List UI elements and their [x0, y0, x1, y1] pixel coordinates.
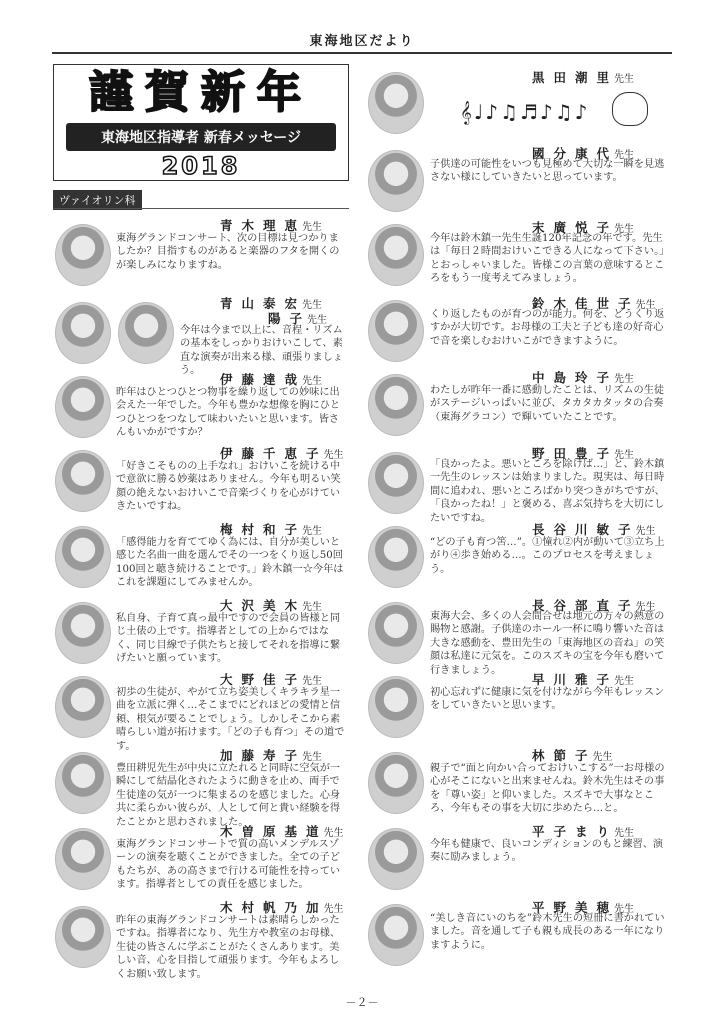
- page-number: －２－: [345, 996, 379, 1009]
- portrait-photo: [368, 150, 424, 212]
- teacher-name: 早川雅子先生: [532, 672, 635, 687]
- portrait-photo: [55, 526, 111, 588]
- section-label: ヴァイオリン科: [53, 190, 142, 210]
- teacher-name: 木村帆乃加先生: [220, 900, 344, 915]
- portrait-photo: [368, 452, 424, 514]
- teacher-message: わたしが昨年一番に感動したことは、リズムの生徒がステージいっぱいに並び、タカタカタッタの合奏（東海グラコン）で輝いていたことです。: [430, 385, 665, 423]
- teacher-message: 親子で“面と向かい合っておけいこする”一お母様の心がそこにないと出来ませんね。鈴木先生はその事を「尊い姿」と仰いました。スズキで大事なところ、今年もその事を大切に歩めたら…と。: [430, 763, 665, 815]
- portrait-photo: [55, 602, 111, 664]
- teacher-name: 大沢美木先生: [220, 598, 323, 613]
- teacher-message: 「良かったよ。悪いところを除けば…」と、鈴木鎮一先生のレッスンは始まりました。現実は、毎日時間に追われ、悪いところばかり突つきがちですが、「良かったね！」と褒める、喜ぶ気持ちを大切にしたいですね。: [430, 459, 665, 524]
- teacher-name: 平野美穂先生: [532, 900, 635, 915]
- teacher-name: 梅村和子先生: [220, 522, 323, 537]
- title-subtitle: 東海地区指導者 新春メッセージ: [66, 123, 336, 151]
- teacher-message: 東海大会、多くの人会間合せは地元の方々の熱意の賜物と感謝。子供達のホール一杯に鳴り響いた音は大きな感動を、豊田先生の「東海地区の音ね」の笑顔は私達に元気を。このスズキの宝を今年も磨いて行きましょう。: [430, 611, 665, 676]
- teacher-message: 今年は今まで以上に、音程・リズムの基本をしっかりおけいこして、素直な演奏が出来る様、頑張りましょう。: [180, 325, 343, 377]
- portrait-photo: [368, 224, 424, 286]
- teacher-name: 中島玲子先生: [532, 370, 635, 385]
- portrait-photo: [368, 72, 424, 134]
- teacher-message: 豊田耕児先生が中央に立たれると同時に空気が一瞬にして結晶化されたように動きを止め、両手で生徒達の気が一つに集まるのを感じました。心身共に柔らかい彼らが、人として何と貴い経験を得たことかと思わされました。: [116, 763, 341, 828]
- title-main: 謹賀新年: [89, 67, 313, 118]
- teacher-message: 今年も健康で、良いコンディションのもと練習、演奏に励みましょう。: [430, 839, 664, 864]
- portrait-photo: [368, 752, 424, 814]
- portrait-photo: [55, 752, 111, 814]
- portrait-photo: [55, 828, 111, 890]
- teacher-message: 昨年の東海グランドコンサートは素晴らしかったですね。指導者になり、先生方や教室のお母様、生徒の皆さんに学ぶことがたくさんあります。美しい音、心を目指して頑張ります。今年もよろしくお願い致します。: [116, 915, 341, 980]
- teacher-message: くり返したものが育つのが能力。何を、どうくり返すかが大切です。お母様の工夫と子ども達の好奇心で音を楽しむおけいこができますように。: [430, 309, 665, 347]
- teacher-name: 長谷川敏子先生: [532, 522, 656, 537]
- teacher-name: 平子まり先生: [532, 824, 635, 839]
- teacher-name: 伊藤達哉先生: [220, 372, 323, 387]
- portrait-photo: [368, 602, 424, 664]
- portrait-photo: [368, 904, 424, 966]
- teacher-name: 大野佳子先生: [220, 672, 323, 687]
- running-title: 東海地区だより: [309, 34, 415, 49]
- teacher-message: 初心忘れずに健康に気を付けながら今年もレッスンをしていきたいと思います。: [430, 687, 665, 712]
- teacher-name: 野田豊子先生: [532, 446, 635, 461]
- teacher-name: 木曽原基道先生: [220, 824, 344, 839]
- teacher-name: 青山泰宏先生: [220, 296, 323, 311]
- portrait-photo: [368, 374, 424, 436]
- portrait-photo: [55, 906, 111, 968]
- portrait-photo: [55, 376, 111, 438]
- teacher-message: 「感得能力を育ててゆく為には、自分が美しいと感じた名曲一曲を選んでその一つをくり返し50回100回と聴き続けることです。」鈴木鎮一☆今年はこれを課題にしてみませんか。: [116, 537, 344, 589]
- teacher-name: 青木理恵先生: [220, 218, 323, 233]
- teacher-name: 黒田潮里先生: [532, 70, 635, 85]
- portrait-photo: [118, 302, 174, 364]
- teacher-message: 「好きこそものの上手なれ」おけいこを続ける中で意欲に勝る妙薬はありません。今年も明るい笑顔の絶えないおけいこで音楽づくりを心がけていきたいですね。: [116, 461, 341, 513]
- teacher-message: “どの子も育つ筈…”。①憧れ②内が動いて③立ち上がり④歩き始める…。このプロセスを考えましょう。: [430, 537, 665, 575]
- teacher-message: 東海グランドコンサート、次の目標は見つかりましたか？目指すものがあると楽器のフタを開くのが楽しみになりますね。: [116, 233, 340, 271]
- cat-illustration-icon: [612, 92, 648, 126]
- music-notes-icon: 𝄞♩♪♫♬♪♫♪: [460, 100, 590, 124]
- teacher-message: 初歩の生徒が、やがて立ち姿美しくキラキラ星一曲を立派に弾く…そこまでにどれほどの愛情と信頼、根気が要ることでしょう。しかしそこから素晴らしい道が拓けます。「どの子も育つ」その道です。: [116, 687, 345, 752]
- section-rule: [53, 208, 349, 209]
- teacher-name: 國分康代先生: [532, 146, 635, 161]
- portrait-photo: [368, 676, 424, 738]
- teacher-name: 鈴木佳世子先生: [532, 296, 656, 311]
- teacher-message: 東海グランドコンサートで質の高いメンデルスゾーンの演奏を聴くことができました。全ての子どもたちが、あの高さまで行ける可能性を持っています。指導者としての責任を感じました。: [116, 839, 341, 891]
- teacher-message: “美しき音にいのちを”鈴木先生の短冊に書かれていました。音を通して子も親も成長のある一年になりますように。: [430, 913, 665, 951]
- teacher-name: 加藤寿子先生: [220, 748, 323, 763]
- header-rule: [52, 52, 672, 54]
- portrait-photo: [368, 300, 424, 362]
- portrait-photo: [55, 450, 111, 512]
- title-year: 2018: [161, 152, 241, 180]
- portrait-photo: [55, 302, 111, 364]
- portrait-photo: [368, 828, 424, 890]
- teacher-name: 林節子先生: [532, 748, 613, 763]
- teacher-message: 今年は鈴木鎮一先生生誕120年記念の年です。先生は「毎日２時間おけいこできる人になって下さい。」とおっしゃいました。皆様この言葉の意味するところをもう一度考えてみましょう。: [430, 233, 670, 285]
- title-box: [53, 64, 349, 181]
- teacher-message: 子供達の可能性をいつも見極めて大切な一瞬を見逃さない様にしていきたいと思っています。: [430, 159, 665, 184]
- teacher-name: 長谷部直子先生: [532, 598, 656, 613]
- portrait-photo: [55, 676, 111, 738]
- teacher-name-2: 陽子先生: [268, 311, 328, 326]
- teacher-message: 昨年はひとつひとつ物事を繰り返しての妙味に出会えた一年でした。今年も豊かな想像を胸にひとつひとつをつなして味わいたいと思います。皆さんもいかがですか？: [116, 387, 341, 439]
- teacher-name: 伊藤千恵子先生: [220, 446, 344, 461]
- portrait-photo: [368, 526, 424, 588]
- teacher-message: 私自身、子育て真っ最中ですので会員の皆様と同じ土俵の上です。指導者としての上からではなく、同じ目線で子供たちと接してそれを指導に繋げたいと願っています。: [116, 613, 341, 665]
- portrait-photo: [55, 224, 111, 286]
- teacher-name: 末廣悦子先生: [532, 220, 635, 235]
